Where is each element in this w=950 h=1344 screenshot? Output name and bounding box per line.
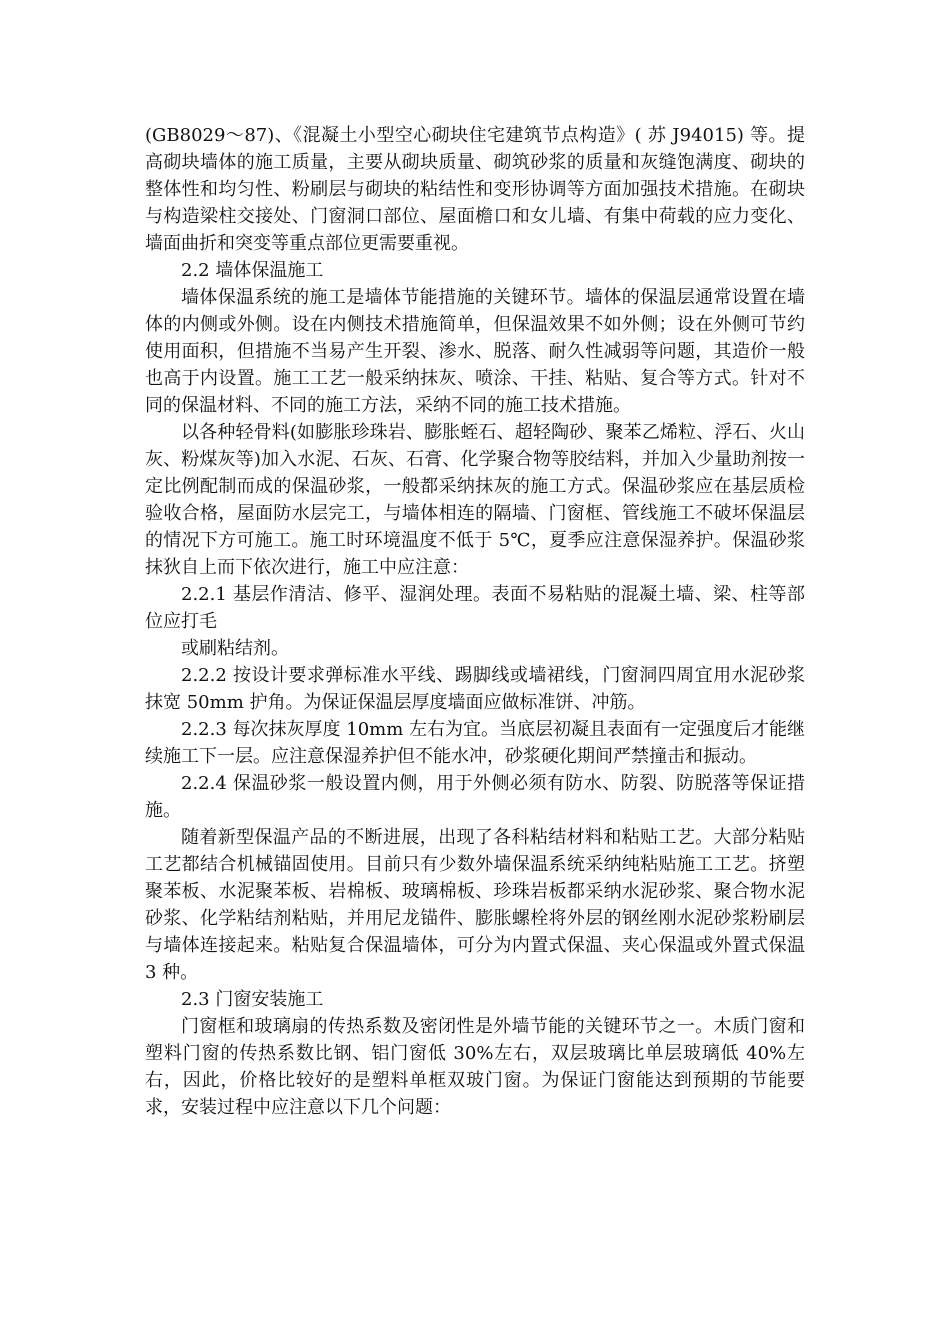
paragraph-2-2-2: 2.2.2 按设计要求弹标准水平线、踢脚线或墙裙线，门窗洞四周宜用水泥砂浆抹宽 50mm 护角。为保证保温层厚度墙面应做标准饼、冲筋。 [145, 665, 805, 713]
paragraph-2-2-1: 2.2.1 基层作清洁、修平、湿润处理。表面不易粘贴的混凝土墙、梁、柱等部位应打毛 [145, 584, 805, 632]
paragraph-2-2-3: 2.2.3 每次抹灰厚度 10mm 左右为宜。当底层初凝且表面有一定强度后才能继续施工下一层。应注意保湿养护但不能水冲，砂浆硬化期间严禁撞击和振动。 [145, 719, 806, 767]
paragraph-2-2-1-continued: 或刷粘结剂。 [181, 638, 289, 659]
paragraph-wall-insulation: 墙体保温系统的施工是墙体节能措施的关键环节。墙体的保温层通常设置在墙体的内侧或外侧。设在内侧技术措施简单，但保温效果不如外侧；设在外侧可节约使用面积，但措施不当易产生开裂、渗水、脱落、耐久性减弱等问题，其造价一般也高于内设置。施工工艺一般采纳抹灰、喷涂、干挂、粘贴、复合等方式。针对不同的保温材料、不同的施工方法，采纳不同的施工技术措施。 [145, 287, 805, 416]
paragraph-standards: (GB8029～87)、《混凝土小型空心砌块住宅建筑节点构造》( 苏 J94015) 等。提高砌块墙体的施工质量，主要从砌块质量、砌筑砂浆的质量和灰缝饱满度、砌块的整体性和均匀性、粉刷层与砌块的粘结性和变形协调等方面加强技术措施。在砌块与构造梁柱交接处、门窗洞口部位、屋面檐口和女儿墙、有集中荷载的应力变化、墙面曲折和突变等重点部位更需要重视。 [145, 125, 805, 254]
document-page [145, 122, 805, 1121]
heading-2-3: 2.3 门窗安装施工 [181, 989, 324, 1010]
paragraph-doors-windows: 门窗框和玻璃扇的传热系数及密闭性是外墙节能的关键环节之一。木质门窗和塑料门窗的传热系数比钢、铝门窗低 30%左右，双层玻璃比单层玻璃低 40%左右，因此，价格比较好的是塑料单框双玻门窗。为保证门窗能达到预期的节能要求，安装过程中应注意以下几个问题： [145, 1016, 805, 1118]
paragraph-2-2-4: 2.2.4 保温砂浆一般设置内侧，用于外侧必须有防水、防裂、防脱落等保证措施。 [145, 773, 805, 821]
paragraph-bonding-process: 随着新型保温产品的不断进展，出现了各科粘结材料和粘贴工艺。大部分粘贴工艺都结合机械锚固使用。目前只有少数外墙保温系统采纳纯粘贴施工工艺。挤塑聚苯板、水泥聚苯板、岩棉板、玻璃棉板、珍珠岩板都采纳水泥砂浆、聚合物水泥砂浆、化学粘结剂粘贴，并用尼龙锚件、膨胀螺栓将外层的钢丝刚水泥砂浆粉刷层与墙体连接起来。粘贴复合保温墙体，可分为内置式保温、夹心保温或外置式保温 3 种。 [145, 827, 805, 983]
paragraph-insulation-mortar: 以各种轻骨料(如膨胀珍珠岩、膨胀蛭石、超轻陶砂、聚苯乙烯粒、浮石、火山灰、粉煤灰等)加入水泥、石灰、石膏、化学聚合物等胶结料，并加入少量助剂按一定比例配制而成的保温砂浆，一般都采纳抹灰的施工方式。保温砂浆应在基层质检验收合格，屋面防水层完工，与墙体相连的隔墙、门窗框、管线施工不破坏保温层的情况下方可施工。施工时环境温度不低于 5℃，夏季应注意保湿养护。保温砂浆抹狄自上而下依次进行，施工中应注意： [145, 422, 805, 578]
heading-2-2: 2.2 墙体保温施工 [181, 260, 324, 281]
